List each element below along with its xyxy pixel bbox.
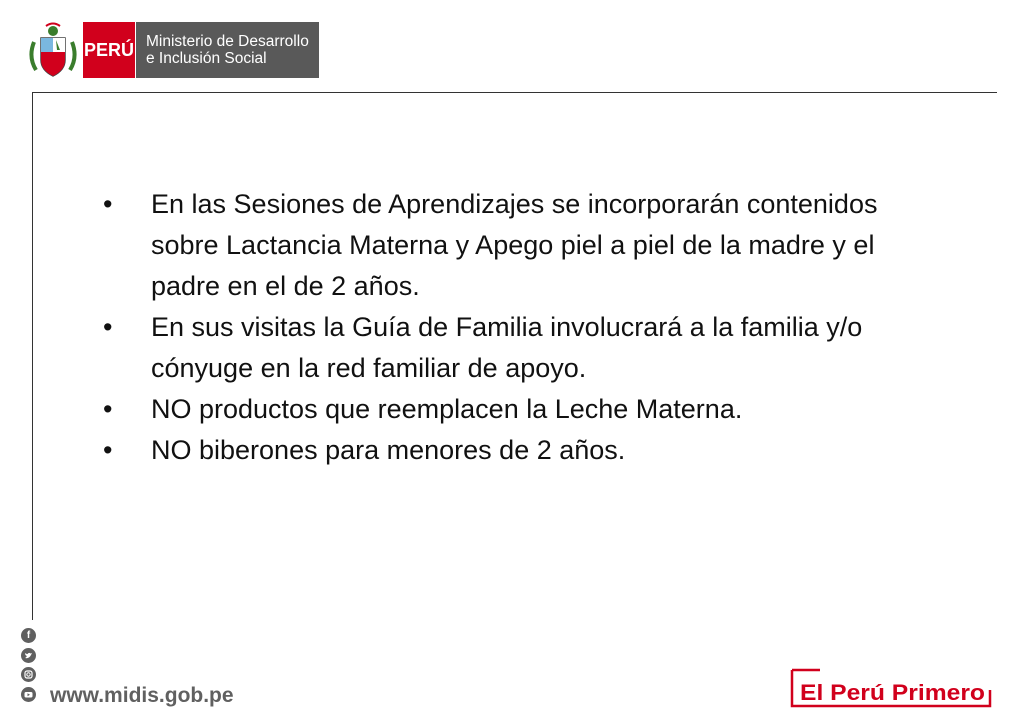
bullet-icon: • [103,435,113,465]
peru-label: PERÚ [83,22,135,78]
website-link[interactable]: www.midis.gob.pe [50,684,234,707]
slide-content [100,184,910,471]
header [0,0,1024,92]
instagram-icon[interactable] [21,667,36,682]
list-item [100,389,910,430]
list-item [100,430,910,471]
slogan-logo [790,668,995,710]
facebook-icon[interactable]: f [21,628,36,643]
bullet-text: En las Sesiones de Aprendizajes se incorporarán contenidos sobre Lactancia Materna y Apego piel a piel de la madre y el padre en el de 2 años. [151,189,878,301]
bullet-text: NO biberones para menores de 2 años. [151,435,626,465]
list-item [100,307,910,389]
social-icons [21,628,37,706]
ministry-line-2: e Inclusión Social [146,50,267,67]
bullet-icon: • [103,394,113,424]
bullet-icon: • [103,312,113,342]
bullet-icon: • [103,189,113,219]
bullet-list [100,184,910,471]
list-item [100,184,910,307]
ministry-line-1: Ministerio de Desarrollo [146,33,309,50]
bullet-text: En sus visitas la Guía de Familia involucrará a la familia y/o cónyuge en la red familiar de apoyo. [151,312,863,383]
youtube-icon[interactable] [21,687,36,702]
slogan-text: El Perú Primero [800,680,985,705]
ministry-name [136,22,319,78]
left-divider [32,92,33,620]
top-divider [32,92,997,93]
twitter-icon[interactable] [21,648,36,663]
coat-of-arms-icon [26,22,80,80]
bullet-text: NO productos que reemplacen la Leche Materna. [151,394,743,424]
